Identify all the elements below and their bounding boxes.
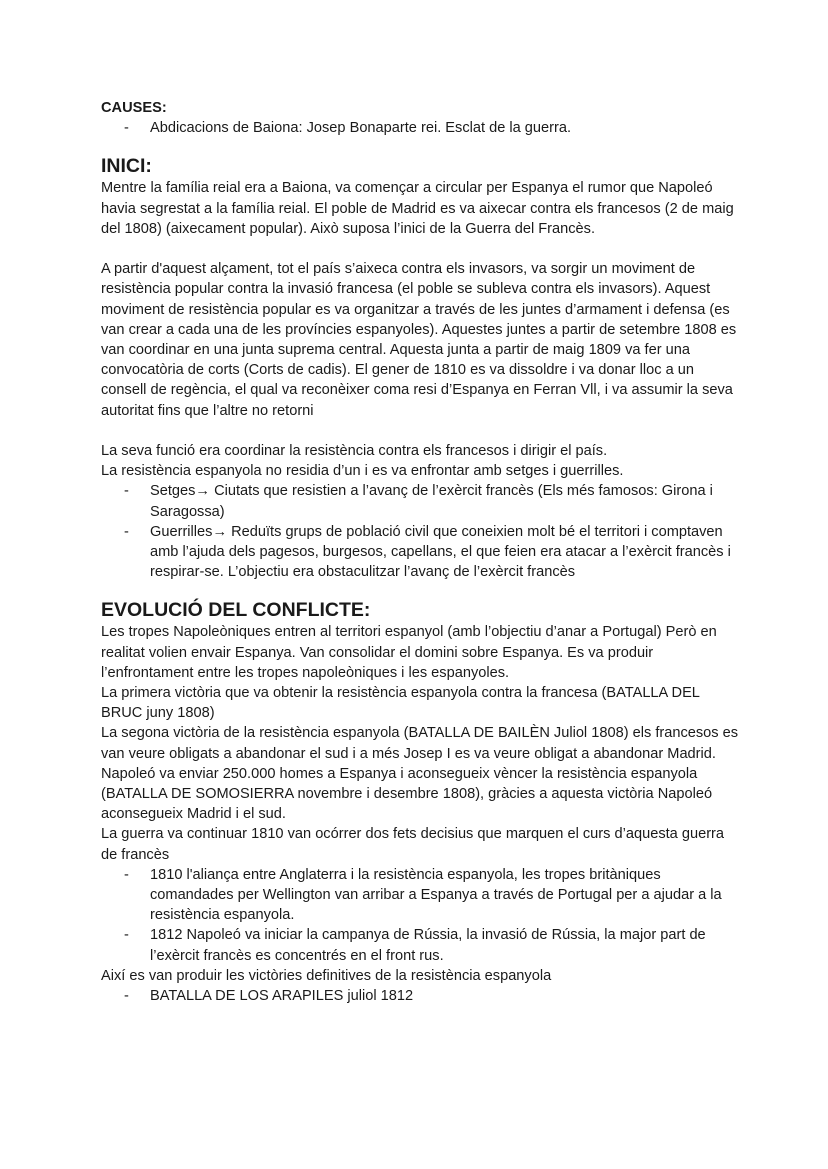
paragraph: Les tropes Napoleòniques entren al territori espanyol (amb l’objectiu d’anar a Portugal) Però en realitat volien envair Espanya. Van consolidar el domini sobre Espanya. Es va produir l’enfrontament entre les tropes napoleòniques i les espanyoles. — [101, 624, 717, 681]
dash-bullet: - — [124, 483, 129, 500]
document-content — [101, 98, 741, 1006]
inici-heading: INICI: — [101, 155, 152, 178]
list-item: - Guerrilles→ Reduïts grups de població civil que coneixien molt bé el territori i comptaven amb l’ajuda dels pagesos, burgesos, capellans, el que feien era atacar a l’exèrcit francès i respirar-se. L’objectiu era obstaculitzar l’avanç de l’exèrcit francès — [124, 523, 731, 581]
paragraph: La guerra va continuar 1810 van ocórrer dos fets decisius que marquen el curs d’aquesta guerra de francès — [101, 826, 725, 863]
dash-bullet: - — [124, 523, 129, 540]
list-item: - Abdicacions de Baiona: Josep Bonaparte rei. Esclat de la guerra. — [101, 118, 741, 138]
paragraph: La segona victòria de la resistència espanyola (BATALLA DE BAILÈN Juliol 1808) els francesos es van veure obligats a abandonar el sud i a més Josep I es va veure obligat a abandonar Madrid. — [101, 725, 739, 762]
evolucio-list — [101, 865, 741, 966]
paragraph: La resistència espanyola no residia d’un i es va enfrontar amb setges i guerrilles. — [101, 463, 624, 480]
paragraph: A partir d'aquest alçament, tot el país s’aixeca contra els invasors, va sorgir un moviment de resistència popular contra la invasió francesa (el poble se subleva contra els invasors). Aquest moviment de resistència popular es va organitzar a través de les juntes d’armament i defensa (es van crear a cada una de les províncies espanyoles). Aquestes juntes a partir de setembre 1808 es van coordinar en una junta suprema central. Aquesta junta a partir de maig 1809 va fer una convocatòria de corts (Corts de cadis). El gener de 1810 es va dissoldre i va donar lloc a un consell de regència, el qual va reconèixer coma resi d’Espanya en Ferran Vll, i va assumir la seva autoritat fins que l’altre no retorni — [101, 261, 737, 419]
dash-bullet: - — [124, 988, 129, 1005]
evolucio-list-2 — [101, 986, 741, 1006]
evolucio-heading: EVOLUCIÓ DEL CONFLICTE: — [101, 599, 371, 622]
list-item: - 1810 l'aliança entre Anglaterra i la resistència espanyola, les tropes britàniques comandades per Wellington van arribar a Espanya a través de Portugal per a ajudar a la resistència espanyola. — [124, 866, 722, 924]
paragraph: Napoleó va enviar 250.000 homes a Espanya i aconsegueix vèncer la resistència espanyola (BATALLA DE SOMOSIERRA novembre i desembre 1808), gràcies a aquesta victòria Napoleó aconsegueix Madrid i el sud. — [101, 765, 713, 823]
paragraph: Així es van produir les victòries definitives de la resistència espanyola — [101, 967, 552, 984]
inici-list — [101, 481, 741, 582]
dash-bullet: - — [124, 866, 129, 883]
paragraph: La seva funció era coordinar la resistència contra els francesos i dirigir el país. — [101, 443, 608, 460]
list-item: - 1812 Napoleó va iniciar la campanya de Rússia, la invasió de Rússia, la major part de l’exèrcit francès es concentrés en el front rus. — [124, 927, 706, 964]
list-item: - Setges→ Ciutats que resistien a l’avanç de l’exèrcit francès (Els més famosos: Girona i Saragossa) — [124, 483, 713, 520]
causes-heading: CAUSES: — [101, 100, 167, 116]
list-item: - BATALLA DE LOS ARAPILES juliol 1812 — [101, 986, 741, 1006]
causes-list — [101, 118, 741, 138]
paragraph: Mentre la família reial era a Baiona, va començar a circular per Espanya el rumor que Napoleó havia segrestat a la família reial. El poble de Madrid es va aixecar contra els francesos (2 de maig del 1808) (aixecament popular). Això suposa l’inici de la Guerra del Francès. — [101, 180, 734, 237]
paragraph: La primera victòria que va obtenir la resistència espanyola contra la francesa (BATALLA DEL BRUC juny 1808) — [101, 685, 700, 722]
dash-bullet: - — [124, 120, 129, 137]
dash-bullet: - — [124, 927, 129, 944]
